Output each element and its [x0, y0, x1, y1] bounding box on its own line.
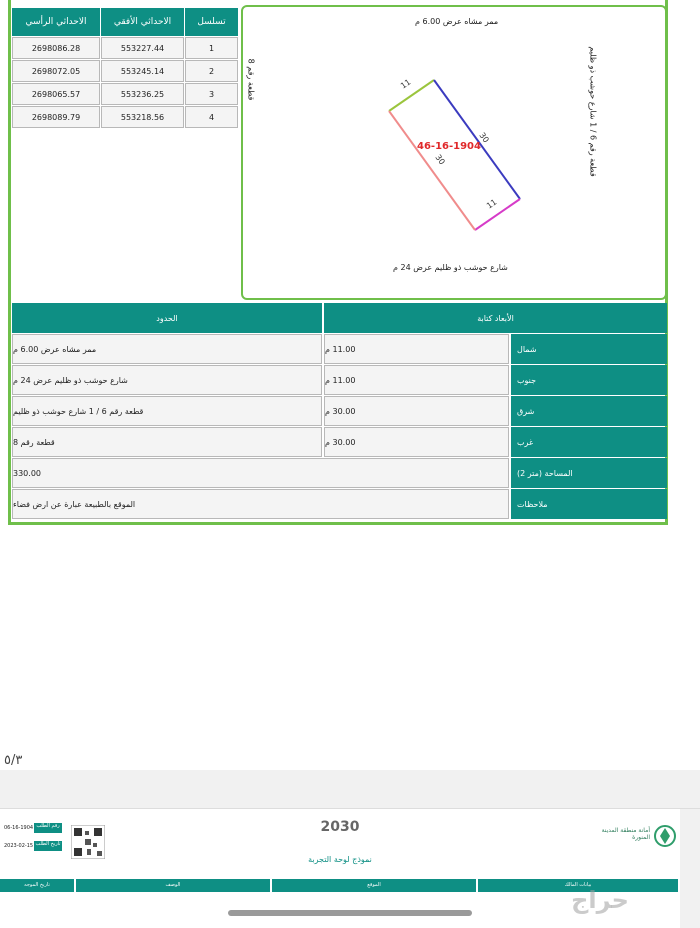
northing-cell: 2698089.79: [12, 106, 100, 128]
direction-label: غرب: [511, 427, 667, 457]
bound-cell: ممر مشاه عرض 6.00 م: [12, 334, 322, 364]
easting-cell: 553227.44: [101, 37, 184, 59]
west-dimension: 30: [433, 152, 447, 167]
parcel-shape: [243, 7, 665, 298]
col-header-desc: الوصف: [76, 879, 270, 892]
notes-label: ملاحظات: [511, 489, 667, 519]
scroll-indicator[interactable]: [228, 910, 472, 916]
dim-cell: 30.00 م: [324, 396, 509, 426]
page-gap: [0, 770, 700, 810]
seq-cell: 2: [185, 60, 238, 82]
table-row: [12, 365, 667, 395]
south-boundary-label: شارع حوشب ذو ظليم عرض 24 م: [393, 263, 508, 272]
table-row: [12, 37, 240, 59]
area-label: المساحة (متر 2): [511, 458, 667, 488]
coordinates-table: [12, 8, 240, 129]
col-header-location: الموقع: [272, 879, 476, 892]
page-edge: [680, 809, 700, 928]
emblem-icon: [654, 825, 676, 847]
west-boundary-label: قطعة رقم 8: [246, 58, 256, 101]
page2-title: نموذج لوحة التجربة: [308, 855, 372, 864]
table-row: [12, 489, 667, 519]
boundaries-header-row: [12, 303, 667, 333]
table-row: [12, 60, 240, 82]
col-header-northing: الاحداثي الرأسي: [12, 8, 100, 36]
watermark: حراج: [571, 886, 629, 914]
table-row: [12, 396, 667, 426]
table-row: [12, 83, 240, 105]
seq-cell: 1: [185, 37, 238, 59]
east-dimension: 30: [477, 130, 491, 145]
page-number: ٥/٣: [4, 753, 23, 768]
col-header-dims: الأبعاد كتابة: [324, 303, 667, 333]
bound-cell: قطعة رقم 8: [12, 427, 322, 457]
bound-cell: قطعة رقم 6 / 1 شارع حوشب ذو ظليم: [12, 396, 322, 426]
bottom-dimension: 11: [484, 197, 499, 211]
notes-value: الموقع بالطبيعة عبارة عن ارض فضاء: [12, 489, 509, 519]
bound-cell: شارع حوشب ذو ظليم عرض 24 م: [12, 365, 322, 395]
easting-cell: 553218.56: [101, 106, 184, 128]
easting-cell: 553236.25: [101, 83, 184, 105]
dim-cell: 11.00 م: [324, 334, 509, 364]
direction-label: جنوب: [511, 365, 667, 395]
table-row: [12, 427, 667, 457]
table-row: [12, 458, 667, 488]
easting-cell: 553245.14: [101, 60, 184, 82]
parcel-id-label: 46-16-1904: [417, 141, 481, 152]
col-header-bounds: الحدود: [12, 303, 322, 333]
vision-logo: 2030: [320, 819, 360, 835]
col-header-owner: بيانات المالك: [478, 879, 678, 892]
seq-cell: 3: [185, 83, 238, 105]
qr-code-icon: [71, 825, 105, 859]
parcel-sketch-panel: [241, 5, 667, 300]
east-edge: [434, 80, 520, 199]
col-header-seq: تسلسل: [185, 8, 238, 36]
coordinates-header-row: [12, 8, 240, 36]
north-boundary-label: ممر مشاه عرض 6.00 م: [415, 17, 499, 26]
direction-label: شمال: [511, 334, 667, 364]
northing-cell: 2698086.28: [12, 37, 100, 59]
dim-cell: 30.00 م: [324, 427, 509, 457]
dim-cell: 11.00 م: [324, 365, 509, 395]
request-number-value: 06-16-1904: [4, 825, 34, 831]
seq-cell: 4: [185, 106, 238, 128]
col-header-easting: الاحداثي الأفقي: [101, 8, 184, 36]
east-boundary-label: قطعة رقم 6 / 1 شارع حوشب ذو ظليم: [588, 46, 598, 177]
request-date-value: 2023-02-15: [4, 843, 34, 849]
table-row: [12, 106, 240, 128]
northing-cell: 2698072.05: [12, 60, 100, 82]
boundaries-table: [12, 303, 667, 520]
direction-label: شرق: [511, 396, 667, 426]
request-number-chip: رقم الطلب: [34, 823, 62, 833]
top-dimension: 11: [398, 77, 413, 91]
area-value: 330.00: [12, 458, 509, 488]
northing-cell: 2698065.57: [12, 83, 100, 105]
west-edge: [389, 111, 475, 230]
municipality-logo-text: أمانة منطقة المدينة المنورة: [601, 827, 650, 841]
table-row: [12, 334, 667, 364]
request-date-chip: تاريخ الطلب: [34, 841, 62, 851]
col-header-date: تاريخ الموجه: [0, 879, 74, 892]
